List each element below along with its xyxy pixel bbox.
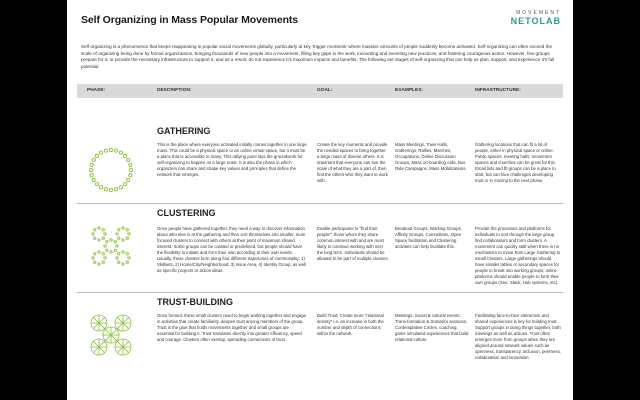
- person-dot: [115, 188, 118, 191]
- person-dot: [128, 233, 130, 235]
- person-dot: [116, 233, 118, 235]
- person-dot: [129, 174, 132, 177]
- person-dot: [92, 257, 94, 259]
- person-dot: [126, 261, 128, 263]
- person-dot: [94, 229, 96, 231]
- wheel-spoke: [99, 317, 105, 323]
- wheel-spoke: [123, 323, 129, 329]
- gathering-circle-icon: [85, 144, 137, 196]
- header-phase: PHASE:: [87, 88, 106, 93]
- person-dot: [118, 253, 120, 255]
- wheel-spoke: [99, 341, 105, 347]
- person-dot: [95, 183, 98, 186]
- person-dot: [102, 229, 104, 231]
- person-dot: [94, 237, 96, 239]
- person-dot: [104, 233, 106, 235]
- person-dot: [118, 229, 120, 231]
- person-dot: [122, 251, 124, 253]
- person-dot: [124, 154, 127, 157]
- person-dot: [114, 241, 116, 243]
- person-dot: [102, 237, 104, 239]
- person-dot: [95, 154, 98, 157]
- person-dot: [98, 263, 100, 265]
- table-row: [77, 295, 563, 385]
- person-dot: [104, 245, 106, 247]
- trust-building-wheels-icon: [85, 309, 137, 361]
- stage-examples: Mass Meetings, Town Halls, Gatherings, Rallies, Marches, Occupations, Online Discussion Groups, Mass on-boarding calls, Bus Ride Campaigns, Mass Mobilizations.: [395, 142, 467, 171]
- wheel-spoke: [117, 317, 123, 323]
- row-divider: [77, 292, 563, 293]
- logo-main-text: NETOLAB: [510, 16, 561, 26]
- person-dot: [102, 253, 104, 255]
- stage-description: Once formed, these small clusters need to begin working together and engage in activities that create familiarity, deepen trust among members of the group. Trust is the glue that holds movements together and small groups are essential for building it. Trust translates directly into greater efficiency, speed and courage. Clusters often overlap, spreading connections of trust.: [157, 313, 307, 342]
- wheel-spoke: [99, 347, 105, 353]
- wheel-spoke: [105, 335, 111, 341]
- person-dot: [116, 257, 118, 259]
- wheel-spoke: [111, 329, 117, 335]
- stage-examples: Breakout Groups, Working Groups, Affinity Groups, Committees. Open Space facilitation and Clustering activities can help facilitate this.: [395, 226, 463, 249]
- stage-infrastructure: Facilitating face-to-face interaction and shared experiences is key for building trust. Support groups in doing things together, both meetings as well as actions. Trust often emerges more from groups when they are aligned around network values such as openness, transparency, inclusion, peerness, collaboration and innovation.: [475, 313, 561, 360]
- person-dot: [116, 245, 118, 247]
- stage-goal: Build Trust: Create more "relational density" i.e. an increase in both the number and depth of connections within the network.: [317, 313, 384, 336]
- clustering-groups-icon: [85, 220, 137, 272]
- person-dot: [122, 227, 124, 229]
- wheel-spoke: [93, 347, 99, 353]
- wheel-spoke: [93, 323, 99, 329]
- stage-goal: Enable participants to "find their people": those whom they share common interest with and are most likely to continue working with over the long term. Individuals should be allowed to be part of multiple clusters.: [317, 226, 389, 261]
- person-dot: [106, 249, 108, 251]
- person-dot: [127, 178, 130, 181]
- wheel-spoke: [117, 341, 123, 347]
- person-dot: [118, 237, 120, 239]
- person-dot: [126, 229, 128, 231]
- row-divider: [77, 203, 563, 204]
- person-dot: [98, 239, 100, 241]
- wheel-spoke: [123, 317, 129, 323]
- person-dot: [128, 257, 130, 259]
- logo-top-text: MOVEMENT: [516, 10, 561, 16]
- person-dot: [122, 239, 124, 241]
- header-goal: GOAL:: [317, 88, 333, 93]
- person-dot: [99, 151, 102, 154]
- person-dot: [119, 186, 122, 189]
- wheel-spoke: [93, 317, 99, 323]
- person-dot: [92, 233, 94, 235]
- wheel-spoke: [123, 347, 129, 353]
- person-dot: [89, 168, 92, 171]
- wheel-spoke: [93, 341, 99, 347]
- person-dot: [109, 188, 112, 191]
- person-dot: [98, 251, 100, 253]
- intro-paragraph: Self-organizing is a phenomenon that keeps reappearing in popular social movements globally, particularly at key 'trigger moments' where massive amounts of people suddenly become activated. Self-organizing can often exceed the scale of organizing being done by formal organizations, bringing thousands of new people into a movement, filling key gaps in the work, innovating and inventing new practices, and fostering courageous action. However, few groups prepare for it, or provide the necessary infrastructure to support it, and as a result, do not experience it's maximum impacts and benefits. The following are stages of self-organizing that can help us plan, support, and experience it's full potential.: [81, 44, 555, 69]
- person-dot: [98, 227, 100, 229]
- header-description: DESCRIPTION:: [157, 88, 192, 93]
- person-dot: [114, 249, 116, 251]
- person-dot: [129, 168, 132, 171]
- stage-goal: Create the key moments and provide the needed spaces to bring together a large mass of diverse others. It is important that everyone can see the scale of what they are a part of, then find the others who they want to work with.: [317, 142, 388, 183]
- stage-infrastructure: Provide the processes and platforms for individuals to sort through the large group, find collaborators and form clusters. A movement can quickly stall when there is no mechanism to move from Large Gathering to Small Clusters. Large gatherings should have smaller tables or secondary spaces for people to break into working groups; online platforms should enable people to form their own groups (See: Slack, Hub systems, etc).: [475, 226, 561, 285]
- person-dot: [94, 261, 96, 263]
- wheel-spoke: [117, 323, 123, 329]
- stage-name: GATHERING: [157, 126, 211, 136]
- stage-name: TRUST-BUILDING: [157, 297, 233, 307]
- wheel-spoke: [99, 323, 105, 329]
- person-dot: [94, 253, 96, 255]
- person-dot: [99, 186, 102, 189]
- stage-description: Once people have gathered together, they need a way to discover information about who else is at the gathering and then sort themselves into smaller, more focused clusters to connect with others at their point of maximum shared interest. Some groups can be curated or predefined, but people should have the flexibility to initiate and form their own according to their own needs. Usually, these clusters form along four different trajectories of commonality: 1) Skillsets, 2) Home/City/Neighborhood, 3) Issue Area, 4) Identity Group, as well as specific projects or action ideas.: [157, 226, 307, 273]
- person-dot: [126, 237, 128, 239]
- person-dot: [118, 261, 120, 263]
- person-dot: [92, 178, 95, 181]
- document-page: [67, 0, 573, 400]
- stage-examples: Meetings, Social & cultural events, Trans-formation & Somatics sessions, Contemplative Circles, coaching, game simulated experiences that build relational culture.: [395, 313, 469, 342]
- person-dot: [90, 163, 93, 166]
- person-dot: [122, 263, 124, 265]
- movement-netlab-logo: [511, 10, 561, 26]
- stage-description: This is the place where everyone activated initially comes together in one large mass. This could be a physical space or an online virtual space, but it must be a place that is accessible to many. This rallying point lays the groundwork for self-organizing to happen on a large scale. It is also the phase in which organizers can share and shape key values and principles that define the network that emerges.: [157, 142, 307, 177]
- person-dot: [127, 158, 130, 161]
- person-dot: [109, 148, 112, 151]
- table-row: [77, 206, 563, 290]
- person-dot: [92, 158, 95, 161]
- header-infrastructure: INFRASTRUCTURE:: [475, 88, 521, 93]
- wheel-spoke: [123, 341, 129, 347]
- person-dot: [115, 149, 118, 152]
- header-examples: EXAMPLES:: [395, 88, 423, 93]
- person-dot: [90, 174, 93, 177]
- person-dot: [129, 163, 132, 166]
- person-dot: [104, 188, 107, 191]
- wheel-spoke: [105, 329, 111, 335]
- wheel-spoke: [111, 335, 117, 341]
- person-dot: [104, 149, 107, 152]
- person-dot: [110, 239, 112, 241]
- table-row: [77, 120, 563, 200]
- person-dot: [110, 251, 112, 253]
- person-dot: [102, 261, 104, 263]
- person-dot: [124, 183, 127, 186]
- stage-infrastructure: Gathering locations that can fit a lot of people, either in physical space or online. Public spaces, meeting halls, movement spaces and churches can be great for this. Email lists and fb groups can be a place to start, but can face challenges developing trust or in moving to the next phase.: [475, 142, 556, 183]
- document-title: Self Organizing in Mass Popular Movements: [81, 14, 299, 26]
- table-header: [77, 84, 563, 98]
- person-dot: [126, 253, 128, 255]
- stage-name: CLUSTERING: [157, 208, 216, 218]
- person-dot: [119, 151, 122, 154]
- wheel-spoke: [117, 347, 123, 353]
- person-dot: [106, 241, 108, 243]
- person-dot: [104, 257, 106, 259]
